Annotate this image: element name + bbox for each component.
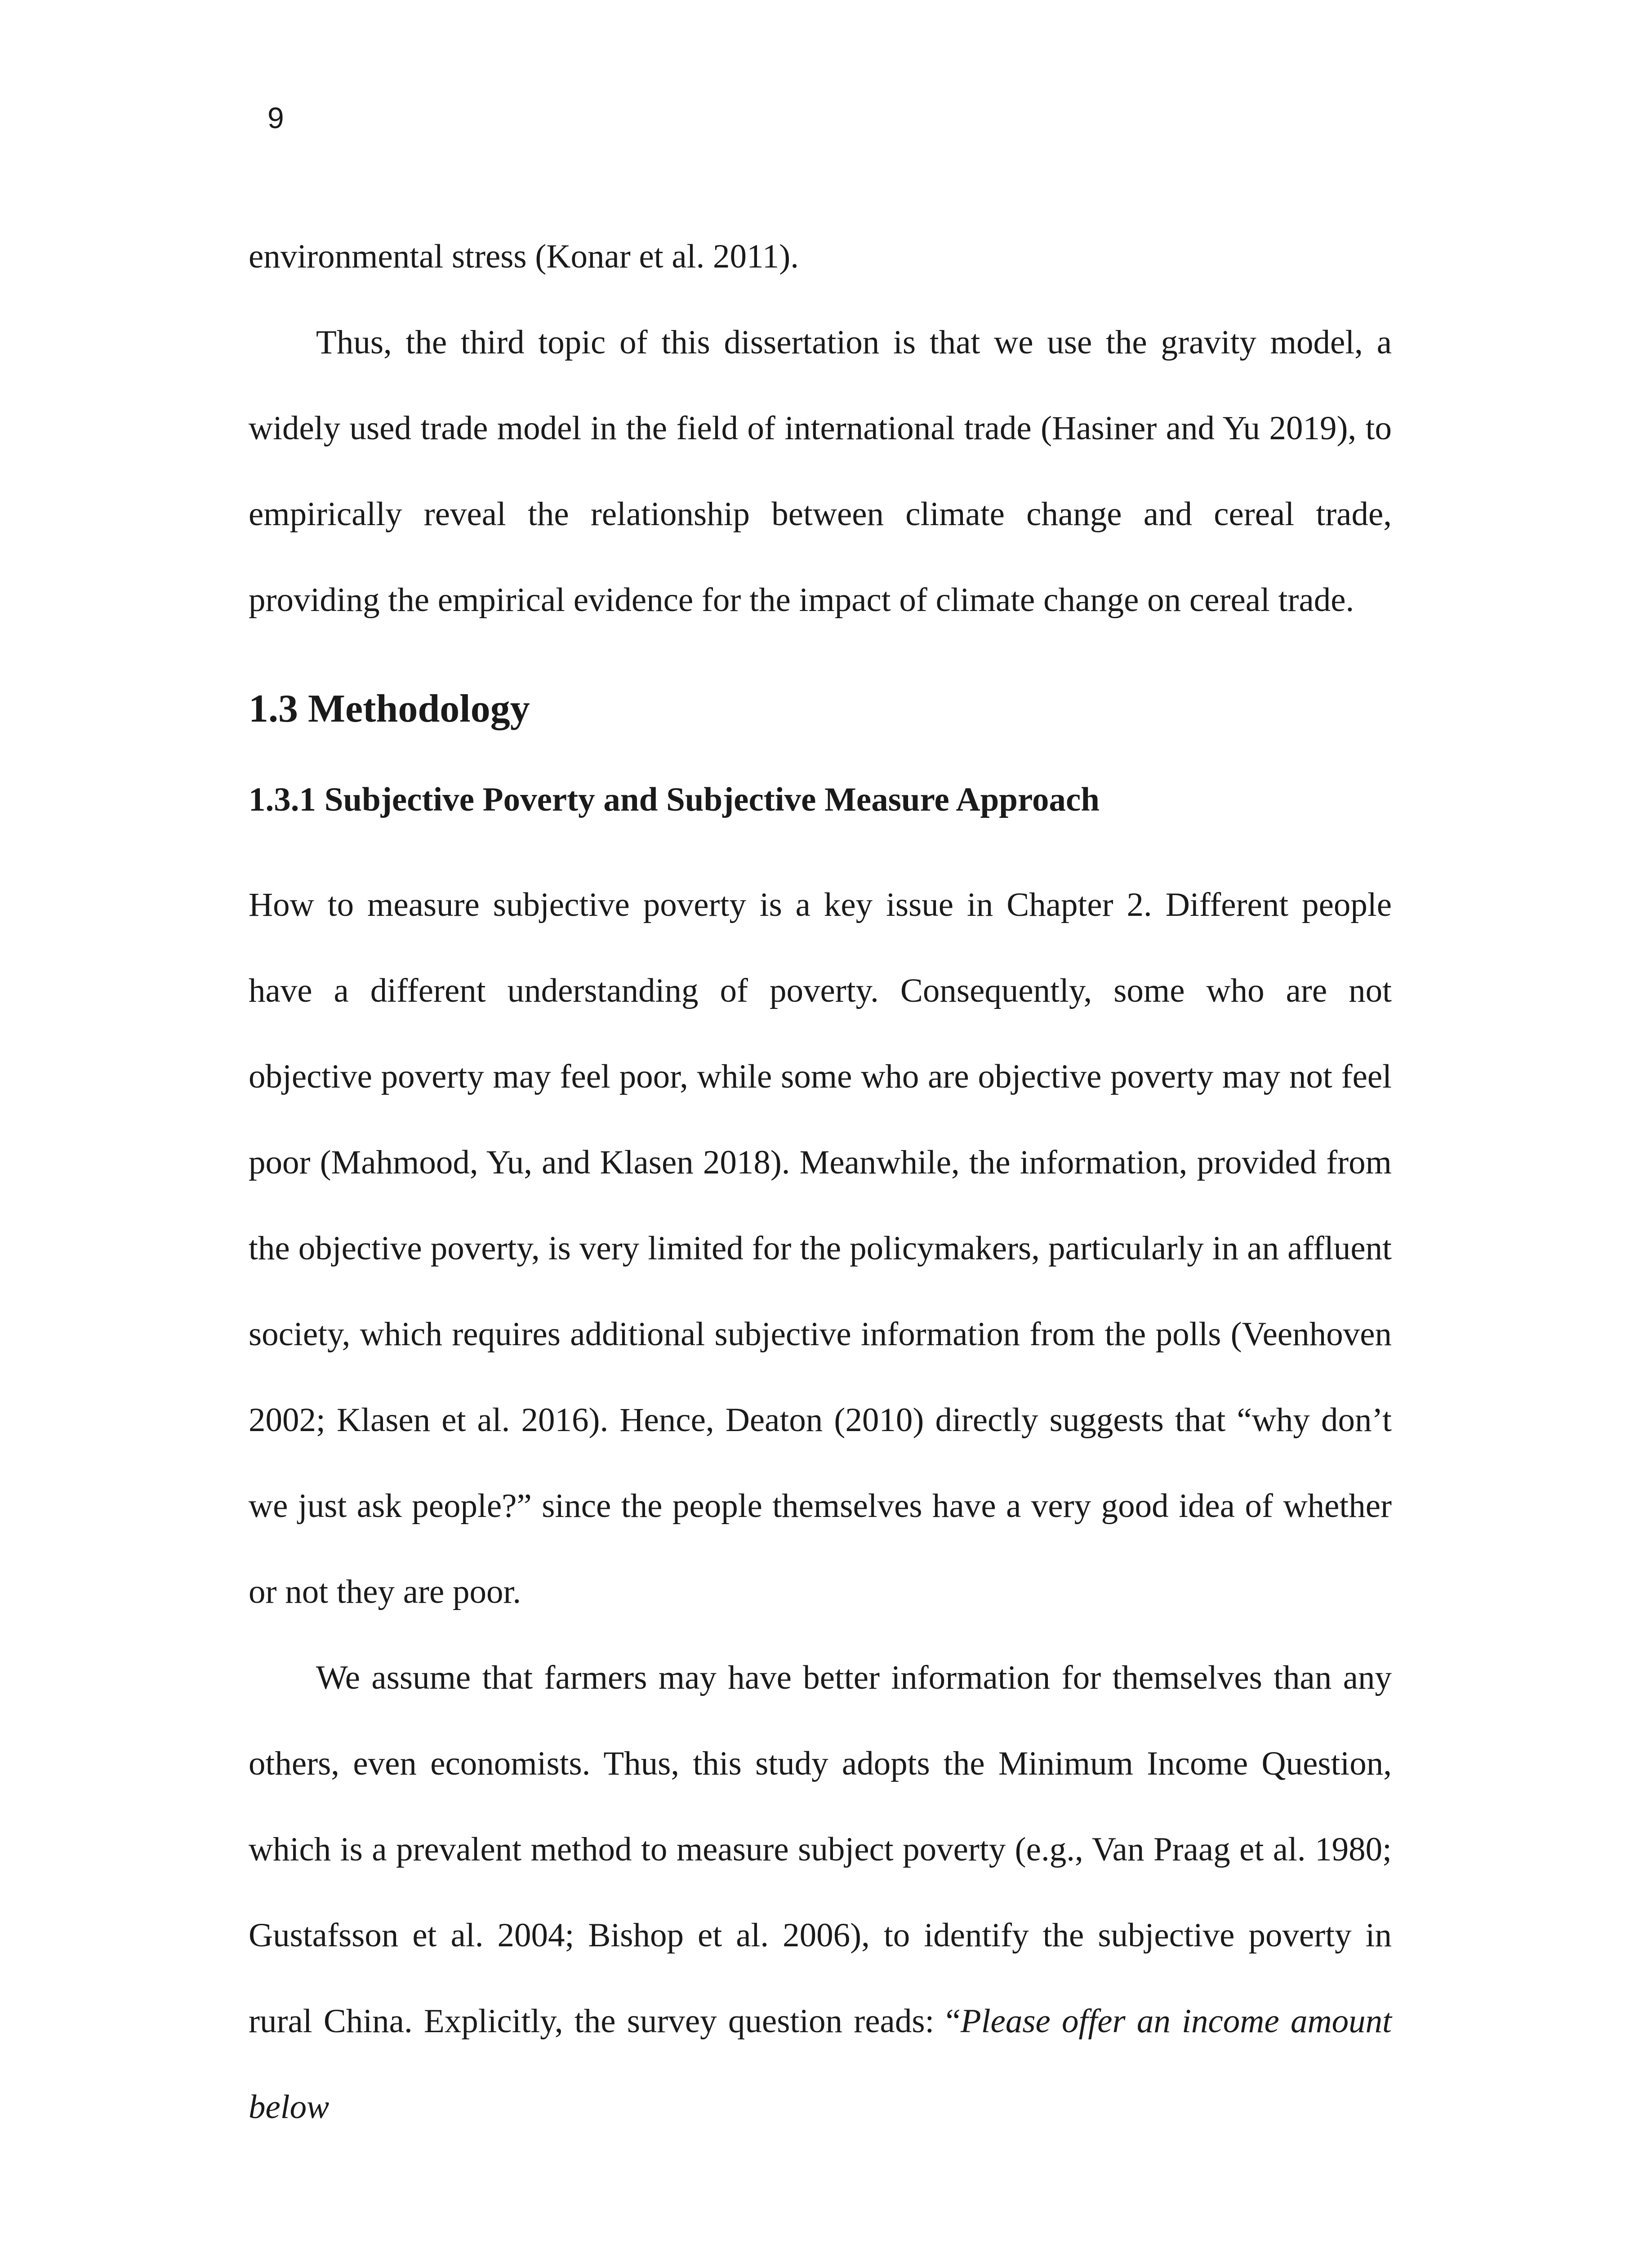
header-page-number: 9 (267, 101, 284, 134)
paragraph-minimum-income-text: We assume that farmers may have better information for themselves than any others, even economists. Thus, this study adopts the Minimum Income Question, which is a prevalent method to measure subject poverty (e.g., Van Praag et al. 1980; Gustafsson et al. 2004; Bishop et al. 2006), to identify the subjective poverty in rural China. Explicitly, the survey question reads: “ (249, 1659, 1392, 2040)
section-heading: 1.3 Methodology (249, 687, 530, 731)
paragraph-minimum-income (249, 1635, 1392, 2150)
paragraph-continuation: environmental stress (Konar et al. 2011). (249, 238, 799, 275)
paragraph-subjective-poverty: How to measure subjective poverty is a key issue in Chapter 2. Different people have a different understanding of poverty. Consequently, some who are not objective poverty may feel poor, while some who are objective poverty may not feel poor (Mahmood, Yu, and Klasen 2018). Meanwhile, the information, provided from the objective poverty, is very limited for the policymakers, particularly in an affluent society, which requires additional subjective information from the polls (Veenhoven 2002; Klasen et al. 2016). Hence, Deaton (2010) directly suggests that “why don’t we just ask people?” since the people themselves have a very good idea of whether or not they are poor. (249, 886, 1392, 1610)
document-body (249, 214, 1392, 2150)
survey-question-italic: Please offer an income amount below (249, 2003, 1392, 2126)
subsection-heading: 1.3.1 Subjective Poverty and Subjective Measure Approach (249, 781, 1100, 818)
paragraph-third-topic: Thus, the third topic of this dissertation is that we use the gravity model, a widely used trade model in the field of international trade (Hasiner and Yu 2019), to empirically reveal the relationship between climate change and cereal trade, providing the empirical evidence for the impact of climate change on cereal trade. (249, 324, 1392, 619)
